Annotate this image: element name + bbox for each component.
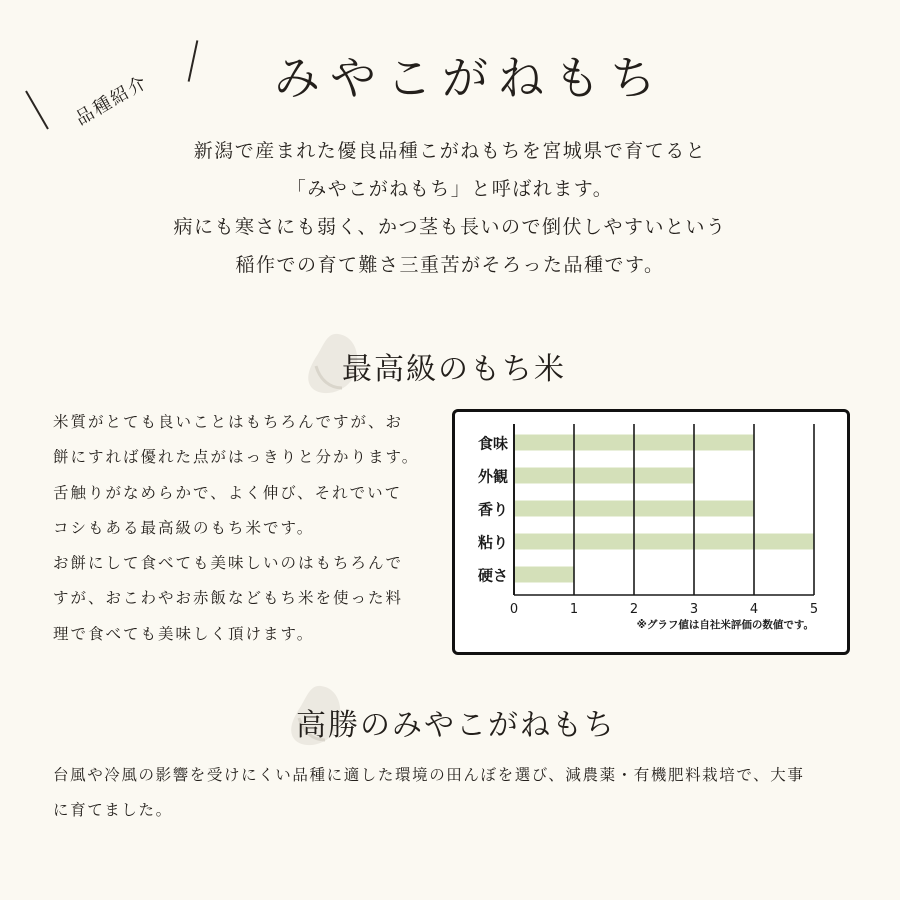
text-line: 米質がとても良いことはもちろんですが、お bbox=[53, 413, 404, 431]
category-label: 粘り bbox=[477, 533, 509, 552]
evaluation-chart bbox=[452, 409, 850, 655]
category-tag: 品種紹介 bbox=[72, 71, 152, 130]
tick-label: 1 bbox=[569, 602, 579, 617]
intro-line: 「みやこがねもち」と呼ばれます。 bbox=[286, 178, 614, 200]
cultivation-description bbox=[53, 758, 853, 828]
page-title: みやこがねもち bbox=[274, 51, 666, 105]
intro-text bbox=[0, 132, 900, 284]
tick-label: 0 bbox=[509, 602, 519, 617]
category-label: 硬さ bbox=[477, 566, 509, 585]
text-line: 台風や冷風の影響を受けにくい品種に適した環境の田んぼを選び、減農薬・有機肥料栽培で、大事 bbox=[53, 766, 805, 784]
intro-line: 稲作での育て難さ三重苦がそろった品種です。 bbox=[235, 254, 665, 276]
text-line: コシもある最高級のもち米です。 bbox=[53, 518, 315, 537]
chart-note: ※グラフ値は自社米評価の数値です。 bbox=[636, 619, 814, 631]
intro-line: 新潟で産まれた優良品種こがねもちを宮城県で育てると bbox=[193, 140, 707, 162]
text-line: に育てました。 bbox=[53, 801, 173, 819]
text-line: 理で食べても美味しく頂けます。 bbox=[53, 624, 315, 643]
premium-description bbox=[53, 405, 419, 652]
bar-4 bbox=[514, 534, 814, 550]
tick-label: 2 bbox=[629, 602, 639, 617]
text-line: 餅にすれば優れた点がはっきりと分かります。 bbox=[53, 448, 420, 467]
section-title-premium: 最高級のもち米 bbox=[342, 352, 566, 387]
category-label: 外観 bbox=[477, 467, 509, 486]
section-title-quality: 高勝のみやこがねもち bbox=[296, 708, 616, 743]
text-line: 舌触りがなめらかで、よく伸び、それでいて bbox=[53, 483, 403, 502]
tick-label: 5 bbox=[809, 602, 819, 617]
tick-label: 4 bbox=[749, 602, 759, 617]
intro-line: 病にも寒さにも弱く、かつ茎も長いので倒伏しやすいという bbox=[173, 216, 727, 238]
bar-5 bbox=[514, 567, 574, 583]
bar-chart-svg bbox=[455, 412, 847, 652]
category-label: 食味 bbox=[477, 434, 509, 453]
text-line: お餅にして食べても美味しいのはもちろんで bbox=[53, 554, 404, 573]
bar-2 bbox=[514, 468, 694, 484]
tick-label: 3 bbox=[689, 602, 699, 617]
text-line: すが、おこわやお赤飯などもち米を使った料 bbox=[53, 589, 404, 608]
category-label: 香り bbox=[477, 500, 509, 519]
